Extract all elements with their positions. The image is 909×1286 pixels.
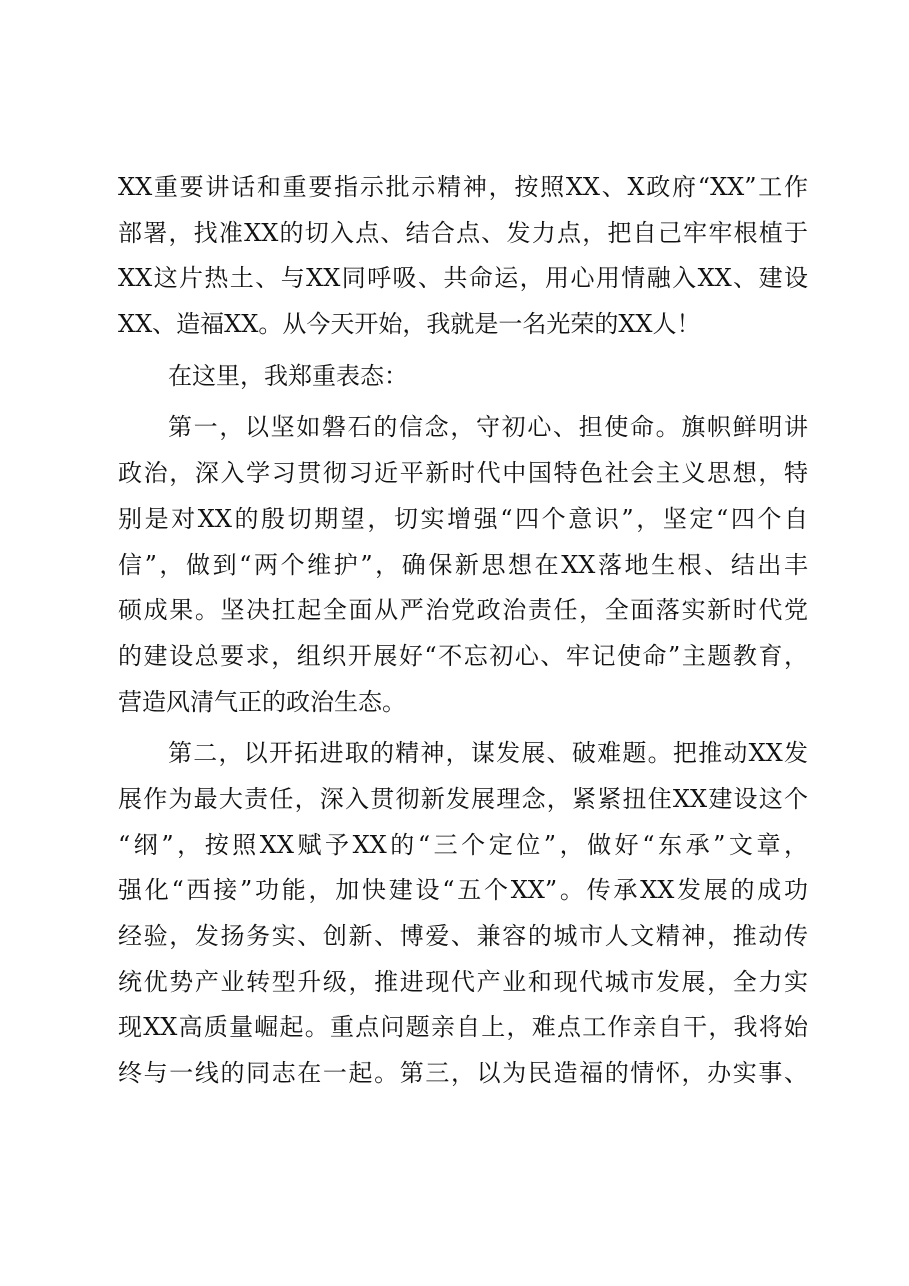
text-line: XX重要讲话和重要指示批示精神，按照XX、X政府“XX”工作 bbox=[118, 173, 808, 201]
text-line: 展作为最大责任，深入贯彻新发展理念，紧紧扭住XX建设这个 bbox=[118, 784, 808, 813]
text-line: 硕成果。坚决扛起全面从严治党政治责任，全面落实新时代党 bbox=[118, 596, 808, 625]
text-line: 部署，找准XX的切入点、结合点、发力点，把自己牢牢根植于 bbox=[118, 218, 808, 247]
paragraph-statement-intro bbox=[118, 354, 808, 400]
text-line: 第二，以开拓进取的精神，谋发展、破难题。把推动XX发 bbox=[168, 739, 808, 768]
text-line: 信”，做到“两个维护”，确保新思想在XX落地生根、结出丰 bbox=[118, 550, 808, 579]
text-line: “纲”，按照XX赋予XX的“三个定位”，做好“东承”文章， bbox=[118, 830, 808, 859]
paragraph-continuation bbox=[118, 165, 808, 348]
text-line: 统优势产业转型升级，推进现代产业和现代城市发展，全力实 bbox=[118, 967, 808, 996]
text-line: 政治，深入学习贯彻习近平新时代中国特色社会主义思想，特 bbox=[118, 459, 808, 488]
document-body bbox=[118, 165, 808, 1097]
text-line: 经验，发扬务实、创新、博爱、兼容的城市人文精神，推动传 bbox=[118, 922, 808, 950]
text-line: 强化“西接”功能，加快建设“五个XX”。传承XX发展的成功 bbox=[118, 876, 808, 905]
paragraph-second-point bbox=[118, 731, 808, 1097]
text-line: 在这里，我郑重表态： bbox=[168, 361, 408, 390]
paragraph-first-point bbox=[118, 405, 808, 725]
text-line: 别是对XX的殷切期望，切实增强“四个意识”，坚定“四个自 bbox=[118, 504, 808, 533]
text-line: 现XX高质量崛起。重点问题亲自上，难点工作亲自干，我将始 bbox=[118, 1013, 808, 1042]
text-line: XX这片热土、与XX同呼吸、共命运，用心用情融入XX、建设 bbox=[118, 264, 808, 293]
text-line: 终与一线的同志在一起。第三，以为民造福的情怀，办实事、 bbox=[118, 1059, 808, 1088]
text-line: 的建设总要求，组织开展好“不忘初心、牢记使命”主题教育， bbox=[118, 641, 808, 670]
text-line: 第一，以坚如磐石的信念，守初心、担使命。旗帜鲜明讲 bbox=[168, 413, 808, 442]
text-line: 营造风清气正的政治生态。 bbox=[118, 687, 406, 716]
text-line: XX、造福XX。从今天开始，我就是一名光荣的XX人！ bbox=[118, 310, 701, 339]
